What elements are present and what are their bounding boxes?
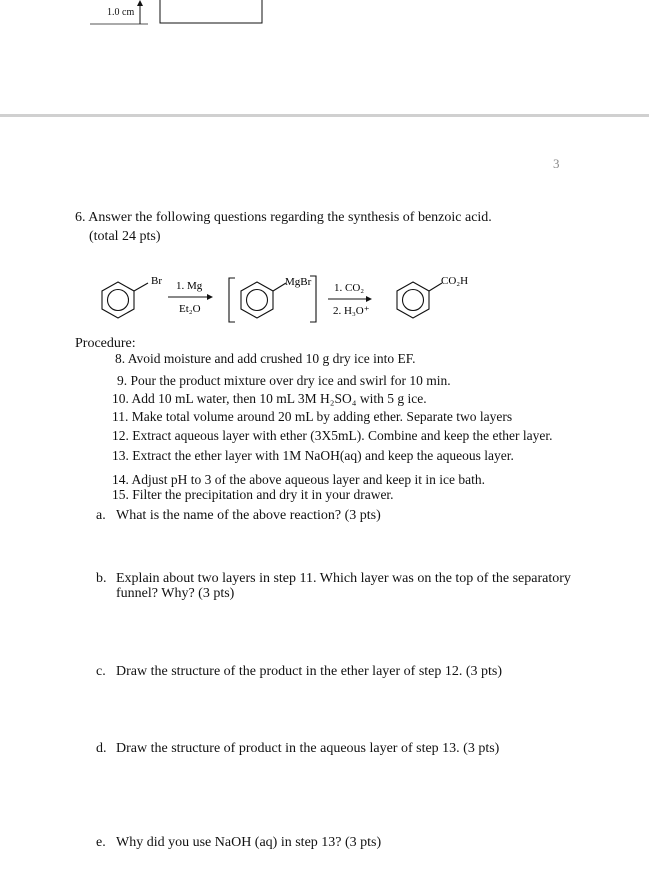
procedure-step: 9. Pour the product mixture over dry ice and swirl for 10 min. <box>117 373 451 388</box>
procedure-step: 14. Adjust pH to 3 of the above aqueous layer and keep it in ice bath. <box>112 472 486 487</box>
procedure-step: 10. Add 10 mL water, then 10 mL 3M H₂SO₄ with 5 g ice. <box>112 391 427 406</box>
subquestion-text: Draw the structure of product in the aqueous layer of step 13. (3 pts) <box>116 741 500 756</box>
reaction-scheme <box>0 268 649 330</box>
step1-arrow-head <box>207 294 213 300</box>
procedure-step: 12. Extract aqueous layer with ether (3X5mL). Combine and keep the ether layer. <box>112 428 553 443</box>
benzoic-acid-ring <box>397 282 442 318</box>
scale-label: 1.0 cm <box>107 7 135 18</box>
step2-arrow-head <box>366 296 372 302</box>
page-divider <box>0 114 649 117</box>
subquestion-letter: d. <box>96 741 107 756</box>
prior-page-box <box>160 0 262 23</box>
scale-arrow-head <box>137 0 143 6</box>
subquestion-text: Draw the structure of the product in the ether layer of step 12. (3 pts) <box>116 664 503 679</box>
subquestion-text: What is the name of the above reaction? (3 pts) <box>116 508 381 523</box>
page-number: 3 <box>553 156 560 171</box>
subquestion-letter: e. <box>96 835 106 850</box>
question-title: 6. Answer the following questions regarding the synthesis of benzoic acid. <box>75 210 492 225</box>
reactant-group: Br <box>151 275 162 287</box>
intermediate-group: MgBr <box>285 276 312 288</box>
scale-bar-figure <box>0 0 649 30</box>
procedure-step: 15. Filter the precipitation and dry it in your drawer. <box>112 487 394 502</box>
subquestion-letter: c. <box>96 664 106 679</box>
procedure-step: 11. Make total volume around 20 mL by adding ether. Separate two layers <box>112 409 513 424</box>
bromobenzene-ring <box>102 282 148 318</box>
product-group: CO₂H <box>441 275 469 287</box>
procedure-step: 13. Extract the ether layer with 1M NaOH(aq) and keep the aqueous layer. <box>112 448 514 463</box>
subquestion-b <box>96 571 571 587</box>
step1-reagent-bottom: Et₂O <box>179 303 201 315</box>
subquestion-b-continued: funnel? Why? (3 pts) <box>116 586 235 601</box>
procedure-heading: Procedure: <box>75 336 136 351</box>
subquestion-c <box>96 664 502 680</box>
subquestion-letter: a. <box>96 508 106 523</box>
question-points: (total 24 pts) <box>89 229 161 244</box>
subquestion-letter: b. <box>96 571 107 586</box>
step2-reagent-top: 1. CO₂ <box>334 282 365 294</box>
step2-reagent-bottom: 2. H₃O⁺ <box>333 305 370 317</box>
left-bracket <box>229 278 235 322</box>
grignard-ring <box>241 282 286 318</box>
subquestion-text: Explain about two layers in step 11. Which layer was on the top of the separatory <box>116 571 571 586</box>
subquestion-text: Why did you use NaOH (aq) in step 13? (3 pts) <box>116 835 382 850</box>
subquestion-e <box>96 835 381 851</box>
subquestion-d <box>96 741 499 757</box>
step1-reagent-top: 1. Mg <box>176 280 203 292</box>
subquestion-a <box>96 508 381 524</box>
procedure-step: 8. Avoid moisture and add crushed 10 g dry ice into EF. <box>115 351 416 366</box>
